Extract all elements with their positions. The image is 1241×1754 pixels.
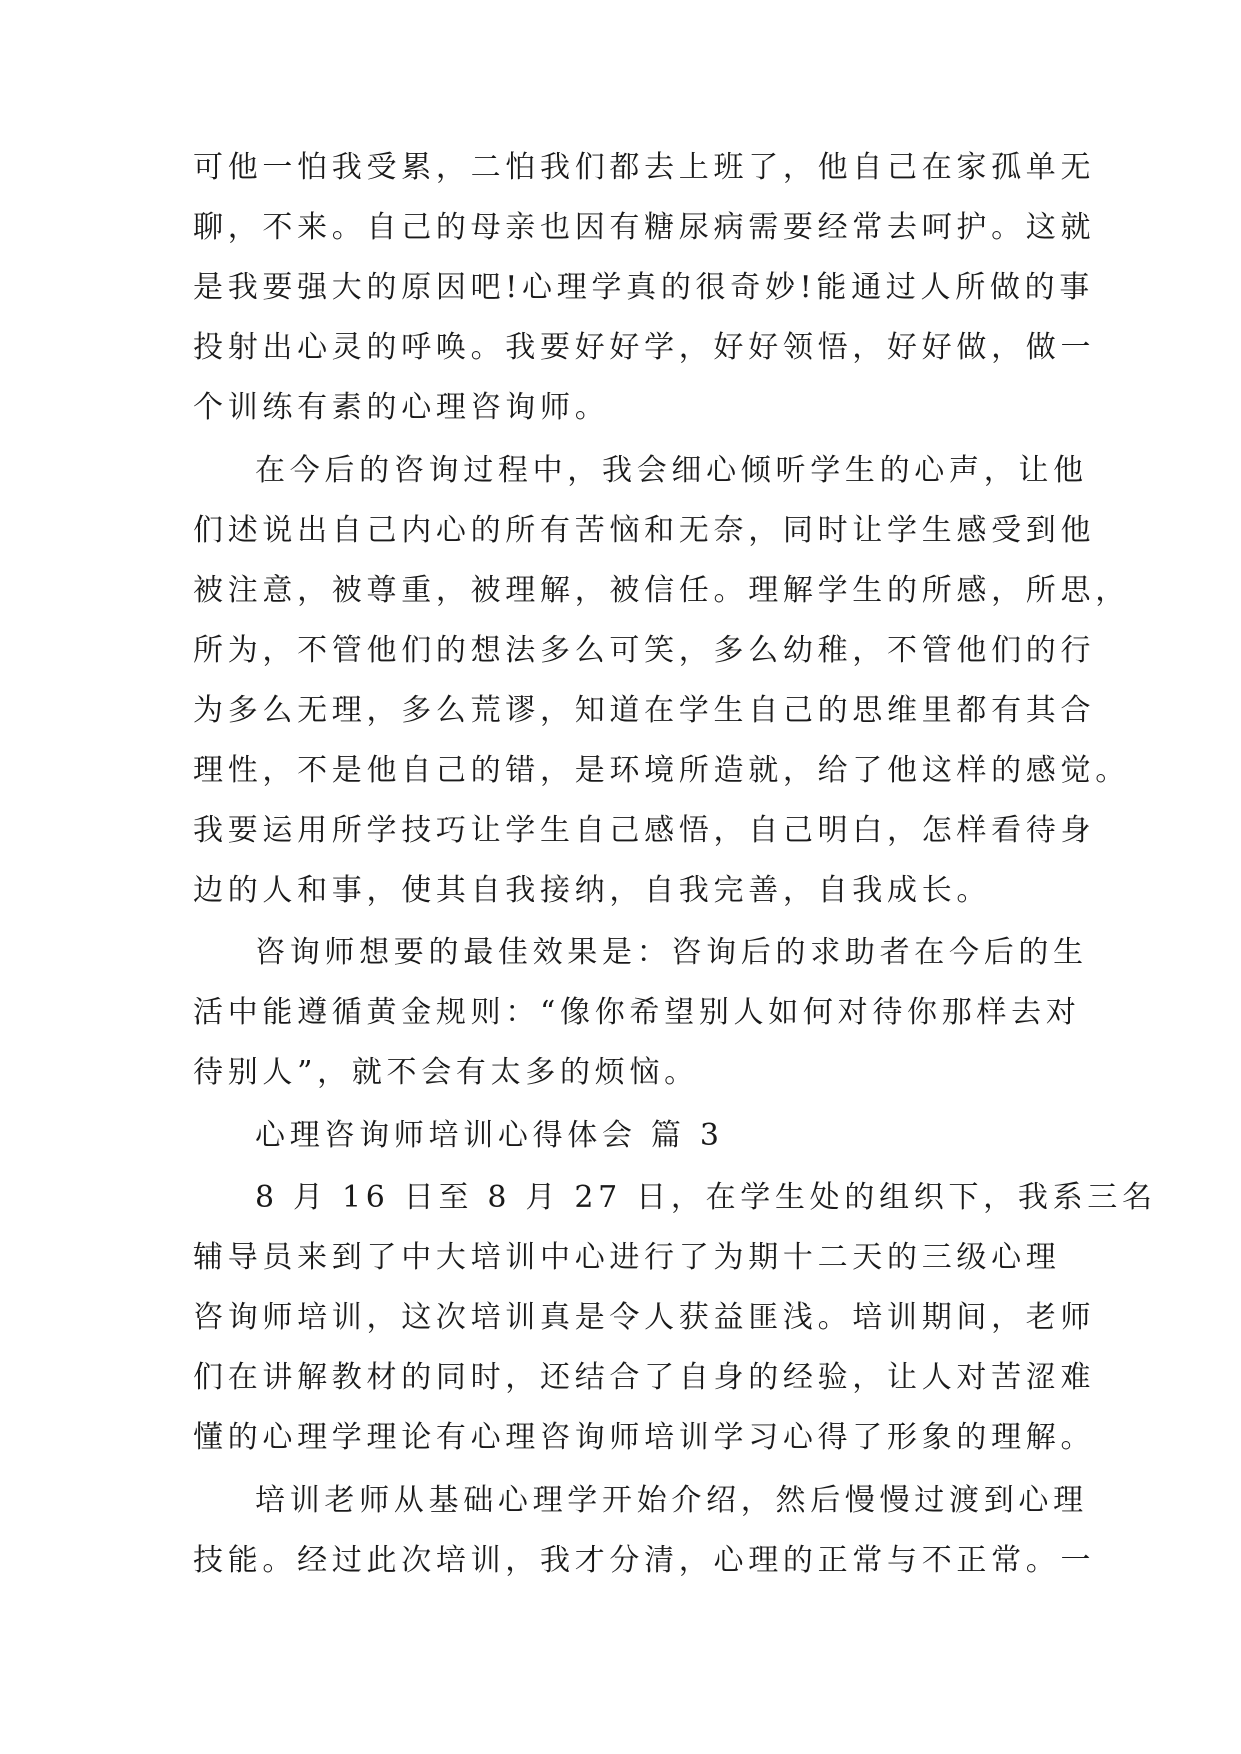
text-line: 聊，不来。自己的母亲也因有糖尿病需要经常去呵护。这就 bbox=[193, 210, 1096, 245]
text-line: 待别人”，就不会有太多的烦恼。 bbox=[193, 1055, 699, 1090]
text-line: 懂的心理学理论有心理咨询师培训学习心得了形象的理解。 bbox=[193, 1420, 1096, 1455]
text-line: 可他一怕我受累，二怕我们都去上班了，他自己在家孤单无 bbox=[193, 150, 1096, 185]
section-heading: 心理咨询师培训心得体会 篇 3 bbox=[255, 1118, 724, 1153]
paragraph-first-line: 8 月 16 日至 8 月 27 日，在学生处的组织下，我系三名 bbox=[255, 1180, 1157, 1215]
text-line: 所为，不管他们的想法多么可笑，多么幼稚，不管他们的行 bbox=[193, 633, 1096, 668]
text-line: 辅导员来到了中大培训中心进行了为期十二天的三级心理 bbox=[193, 1240, 1061, 1275]
text-line: 是我要强大的原因吧!心理学真的很奇妙!能通过人所做的事 bbox=[193, 270, 1095, 305]
paragraph-first-line: 咨询师想要的最佳效果是：咨询后的求助者在今后的生 bbox=[255, 935, 1088, 970]
text-line: 理性，不是他自己的错，是环境所造就，给了他这样的感觉。 bbox=[193, 753, 1130, 788]
text-line: 技能。经过此次培训，我才分清，心理的正常与不正常。一 bbox=[193, 1543, 1096, 1578]
text-line: 为多么无理，多么荒谬，知道在学生自己的思维里都有其合 bbox=[193, 693, 1096, 728]
text-line: 们述说出自己内心的所有苦恼和无奈，同时让学生感受到他 bbox=[193, 513, 1096, 548]
text-line: 个训练有素的心理咨询师。 bbox=[193, 390, 610, 425]
text-line: 边的人和事，使其自我接纳，自我完善，自我成长。 bbox=[193, 873, 992, 908]
text-line: 我要运用所学技巧让学生自己感悟，自己明白，怎样看待身 bbox=[193, 813, 1096, 848]
text-line: 们在讲解教材的同时，还结合了自身的经验，让人对苦涩难 bbox=[193, 1360, 1096, 1395]
paragraph-first-line: 在今后的咨询过程中，我会细心倾听学生的心声，让他 bbox=[255, 453, 1088, 488]
text-line: 咨询师培训，这次培训真是令人获益匪浅。培训期间，老师 bbox=[193, 1300, 1096, 1335]
text-line: 投射出心灵的呼唤。我要好好学，好好领悟，好好做，做一 bbox=[193, 330, 1096, 365]
paragraph-first-line: 培训老师从基础心理学开始介绍，然后慢慢过渡到心理 bbox=[255, 1483, 1088, 1518]
text-line: 活中能遵循黄金规则：“像你希望别人如何对待你那样去对 bbox=[193, 995, 1081, 1030]
text-line: 被注意，被尊重，被理解，被信任。理解学生的所感，所思， bbox=[193, 573, 1130, 608]
